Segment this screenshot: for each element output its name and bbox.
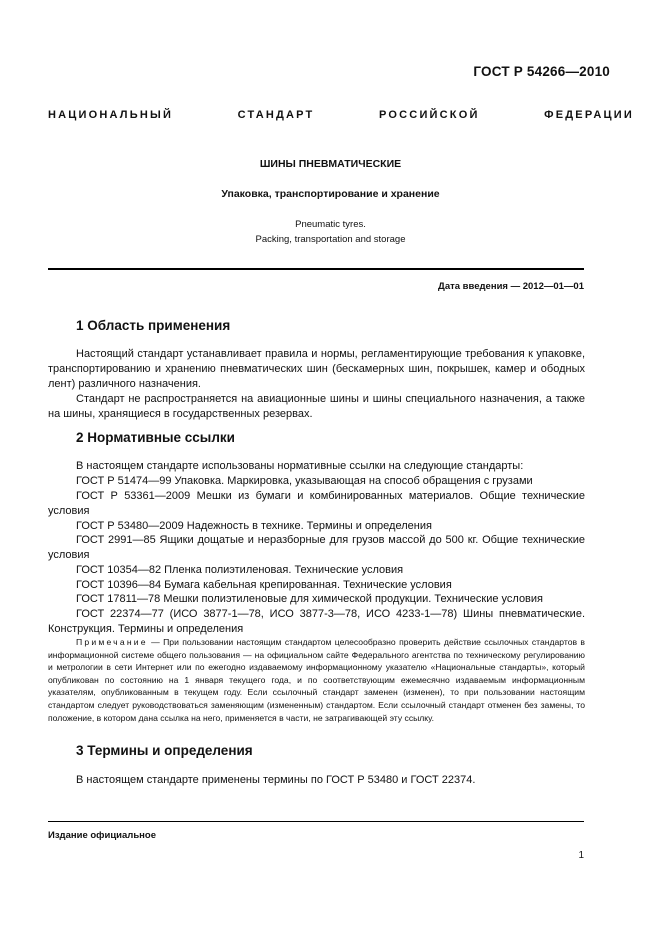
page-number: 1	[578, 850, 584, 861]
note-label: Примечание	[76, 637, 148, 647]
document-title: ШИНЫ ПНЕВМАТИЧЕСКИЕ	[259, 158, 402, 170]
section-3-heading: 3 Термины и определения	[76, 743, 253, 758]
title-divider	[48, 268, 584, 270]
banner-word: СТАНДАРТ	[237, 109, 315, 121]
reference-item: ГОСТ Р 51474—99 Упаковка. Маркировка, указывающая на способ обращения с грузами	[76, 475, 533, 487]
reference-item: ГОСТ 22374—77 (ИСО 3877-1—78, ИСО 3877-3—78, ИСО 4233-1—78) Шины пневматические. Конструкция. Термины и определения	[48, 608, 585, 635]
english-title-line2: Packing, transportation and storage	[255, 234, 406, 245]
banner-word: НАЦИОНАЛЬНЫЙ	[48, 109, 174, 121]
reference-item: ГОСТ Р 53361—2009 Мешки из бумаги и комбинированных материалов. Общие технические условия	[48, 490, 585, 517]
section-2-intro: В настоящем стандарте использованы нормативные ссылки на следующие стандарты:	[76, 460, 524, 472]
english-title-line1: Pneumatic tyres.	[295, 219, 366, 230]
section-2-heading: 2 Нормативные ссылки	[76, 430, 235, 445]
reference-item: ГОСТ 10354—82 Пленка полиэтиленовая. Технические условия	[76, 564, 404, 576]
introduction-date: Дата введения — 2012—01—01	[438, 281, 584, 292]
note-text: — При пользовании настоящим стандартом целесообразно проверить действие ссылочных стандартов в информационной системе общего пользования — на официальном сайте Федерального агентства по техническому регулированию и метрологии в сети Интернет или по ежегодно издаваемому информационному указателю «Национальные стандарты», который опубликован по состоянию на 1 января текущего года, и по соответствующим ежемесячно издаваемым информационным указателям, опубликованным в текущем году. Если ссылочный стандарт заменен (изменен), то при пользовании настоящим стандартом следует руководствоваться заменяющим (измененным) стандартом. Если ссылочный стандарт отменен без замены, то положение, в котором дана ссылка на него, применяется в части, не затрагивающей эту ссылку.	[48, 637, 586, 723]
reference-item: ГОСТ 2991—85 Ящики дощатые и неразборные для грузов массой до 500 кг. Общие технические условия	[48, 534, 585, 561]
reference-item: ГОСТ 10396—84 Бумага кабельная крепированная. Технические условия	[76, 579, 452, 591]
banner-word: РОССИЙСКОЙ	[379, 109, 480, 121]
section-1-heading: 1 Область применения	[76, 318, 231, 333]
section-3-paragraph-1: В настоящем стандарте применены термины по ГОСТ Р 53480 и ГОСТ 22374.	[76, 774, 476, 786]
gost-number: ГОСТ Р 54266—2010	[473, 64, 610, 79]
official-edition-label: Издание официальное	[48, 830, 156, 841]
normative-note	[48, 636, 585, 724]
banner-word: ФЕДЕРАЦИИ	[544, 109, 634, 121]
section-1-paragraph-1: Настоящий стандарт устанавливает правила и нормы, регламентирующие требования к упаковке, транспортированию и хранению пневматических шин (бескамерных шин, покрышек, камер и ободных лент) различного назначения.	[48, 348, 585, 390]
national-standard-banner	[48, 109, 634, 121]
footer-divider	[48, 821, 584, 822]
reference-item: ГОСТ Р 53480—2009 Надежность в технике. Термины и определения	[76, 520, 432, 532]
document-subtitle: Упаковка, транспортирование и хранение	[221, 188, 440, 200]
reference-item: ГОСТ 17811—78 Мешки полиэтиленовые для химической продукции. Технические условия	[76, 593, 544, 605]
section-1-paragraph-2: Стандарт не распространяется на авиационные шины и шины специального назначения, а также на шины, хранящиеся в государственных резервах.	[48, 393, 585, 420]
